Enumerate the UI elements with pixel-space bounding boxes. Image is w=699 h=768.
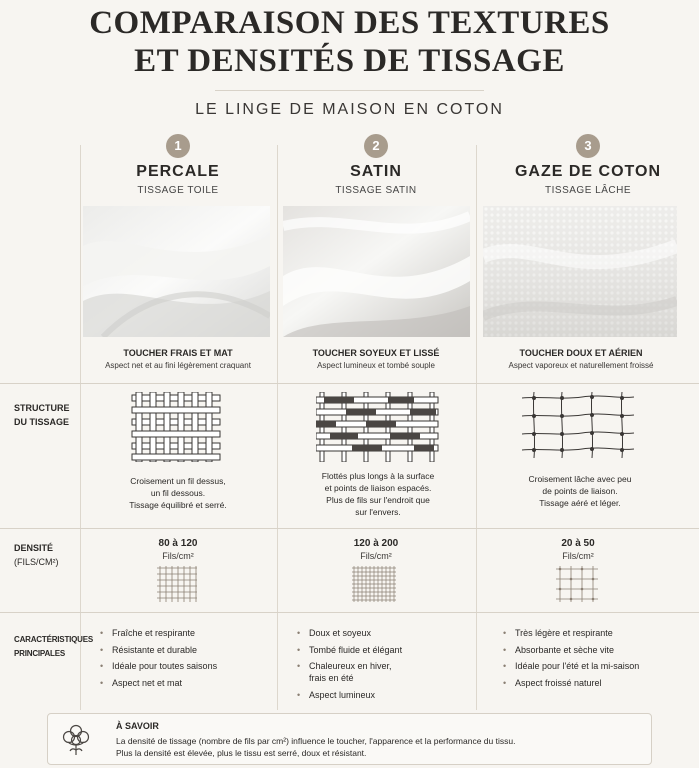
page-title-line-1: COMPARAISON DES TEXTURES bbox=[89, 5, 610, 41]
density-unit: Fils/cm² bbox=[360, 551, 392, 561]
fabric-name-satin: SATIN bbox=[350, 163, 402, 180]
column-divider bbox=[277, 145, 278, 710]
row-divider bbox=[0, 528, 699, 529]
list-item: • Fraîche et respirante bbox=[100, 627, 270, 639]
satin-fabric-photo bbox=[283, 206, 470, 337]
list-item: • Idéale pour l'été et la mi-saison bbox=[503, 660, 683, 672]
feel-description: Aspect net et au fini légèrement craquant bbox=[105, 361, 251, 370]
page-title bbox=[0, 4, 699, 80]
info-text-line-1: La densité de tissage (nombre de fils par cm²) influence le toucher, l'apparence et la performance du tissu. bbox=[116, 736, 516, 746]
features-list bbox=[297, 627, 467, 705]
fabric-name-gaze: GAZE DE COTON bbox=[514, 163, 662, 180]
list-item: • Absorbante et sèche vite bbox=[503, 644, 683, 656]
gauze-weave-diagram bbox=[522, 392, 634, 463]
feel-description: Aspect lumineux et tombé souple bbox=[317, 361, 435, 370]
info-text-line-2: Plus la densité est élevée, plus le tissu est serré, doux et résistant. bbox=[116, 748, 367, 758]
list-item: • Très légère et respirante bbox=[503, 627, 683, 639]
row-label-density: DENSITÉ (FILS/CM²) bbox=[14, 543, 59, 567]
list-item: • Aspect net et mat bbox=[100, 677, 270, 689]
feel-description: Aspect vaporeux et naturellement froissé bbox=[508, 361, 654, 370]
gaze-fabric-photo bbox=[483, 206, 677, 337]
density-value: 80 à 120 bbox=[158, 538, 198, 549]
density-grid-gaze bbox=[556, 566, 598, 607]
features-list bbox=[503, 627, 683, 693]
list-item: • Résistante et durable bbox=[100, 644, 270, 656]
column-number-badge: 1 bbox=[166, 134, 190, 158]
weave-type: TISSAGE TOILE bbox=[137, 185, 219, 196]
features-list bbox=[100, 627, 270, 693]
column-divider bbox=[476, 145, 477, 710]
density-grid-percale bbox=[157, 566, 197, 607]
density-unit: Fils/cm² bbox=[562, 551, 594, 561]
column-number-badge: 2 bbox=[364, 134, 388, 158]
list-item: • Chaleureux en hiver, bbox=[297, 660, 467, 672]
plain-weave-diagram bbox=[130, 392, 222, 467]
column-number-badge: 3 bbox=[576, 134, 600, 158]
weave-type: TISSAGE LÂCHE bbox=[545, 185, 631, 196]
density-grid-satin bbox=[352, 566, 396, 607]
row-label-structure: STRUCTURE DU TISSAGE bbox=[14, 403, 70, 427]
weave-type: TISSAGE SATIN bbox=[335, 185, 417, 196]
density-value: 120 à 200 bbox=[353, 538, 399, 549]
feel-title: TOUCHER FRAIS ET MAT bbox=[123, 348, 233, 358]
info-box bbox=[47, 713, 652, 765]
satin-weave-diagram bbox=[316, 392, 440, 467]
weave-description: Croisement un fil dessus, un fil dessous. Tissage équilibré et serré. bbox=[129, 476, 227, 510]
row-divider bbox=[0, 612, 699, 613]
page-subtitle: LE LINGE DE MAISON EN COTON bbox=[195, 101, 504, 118]
list-item: • Doux et soyeux bbox=[297, 627, 467, 639]
cotton-flower-icon bbox=[58, 722, 94, 756]
fabric-name-percale: PERCALE bbox=[136, 163, 220, 180]
list-item: • Tombé fluide et élégant bbox=[297, 644, 467, 656]
row-label-features: CARACTÉRISTIQUES PRINCIPALES bbox=[14, 635, 94, 658]
page-title-line-2: ET DENSITÉS DE TISSAGE bbox=[134, 43, 565, 79]
feel-title: TOUCHER DOUX ET AÉRIEN bbox=[519, 348, 643, 358]
feel-title: TOUCHER SOYEUX ET LISSÉ bbox=[312, 348, 440, 358]
list-item: • Aspect froissé naturel bbox=[503, 677, 683, 689]
list-item-continuation: frais en été bbox=[309, 673, 354, 683]
weave-description: Croisement lâche avec peu de points de liaison. Tissage aéré et léger. bbox=[528, 474, 632, 508]
density-value: 20 à 50 bbox=[561, 538, 595, 549]
column-divider bbox=[80, 145, 81, 710]
info-title: À SAVOIR bbox=[116, 721, 159, 731]
weave-description: Flottés plus longs à la surface et points de liaison espacés. Plus de fils sur l'endroit que sur l'envers. bbox=[321, 471, 435, 517]
row-divider bbox=[0, 383, 699, 384]
density-unit: Fils/cm² bbox=[162, 551, 194, 561]
list-item: • Aspect lumineux bbox=[297, 689, 467, 701]
title-divider bbox=[215, 90, 484, 91]
list-item: • Idéale pour toutes saisons bbox=[100, 660, 270, 672]
percale-fabric-photo bbox=[83, 206, 270, 337]
